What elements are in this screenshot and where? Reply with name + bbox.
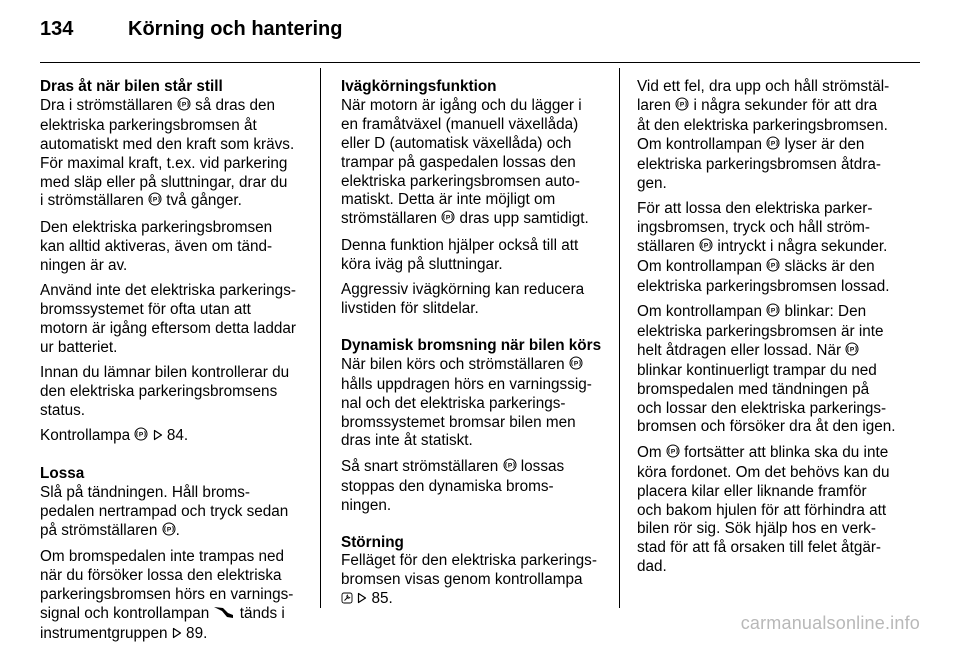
body-text-line: Om kontrollampan P lyser är den <box>637 136 905 156</box>
body-text-line: trampar på gaspedalen lossas den <box>341 153 576 171</box>
brake-pedal-warning-icon <box>213 605 235 625</box>
body-text-line: parkeringsbromsen hörs en varnings- <box>40 586 294 604</box>
text-column-right <box>637 78 905 577</box>
svg-text:P: P <box>771 140 776 148</box>
body-text-line: gen. <box>637 174 667 192</box>
body-text-line: När motorn är igång och du lägger i <box>341 96 582 114</box>
body-text-line: För maximal kraft, t.ex. vid parkering <box>40 154 288 172</box>
body-text-line: ingsbromsen, tryck och håll ström- <box>637 218 870 236</box>
body-text-line: bromssystemet bromsar bilen men <box>341 413 576 431</box>
body-text-line: eller D (automatisk växellåda) och <box>341 134 572 152</box>
body-text-line: Felläget för den elektriska parkerings- <box>341 552 597 570</box>
body-text-line: För att lossa den elektriska parker- <box>637 199 873 217</box>
body-text-line: en framåtväxel (manuell växellåda) <box>341 115 579 133</box>
section-heading: Lossa <box>40 465 85 483</box>
parking-brake-icon <box>845 342 859 362</box>
body-text-line: Så snart strömställaren P lossas <box>341 458 607 478</box>
body-text-line: motorn är igång eftersom detta laddar <box>40 319 296 337</box>
watermark-link[interactable]: carmanualsonline.info <box>740 613 920 633</box>
body-text-line: helt åtdragen eller lossad. När P <box>637 342 905 362</box>
page-reference-arrow-icon <box>153 428 163 447</box>
body-text-line: matiskt. Detta är inte möjligt om <box>341 191 556 209</box>
parking-brake-icon <box>766 303 780 323</box>
body-text-line: livstiden för slitdelar. <box>341 299 479 317</box>
page-header <box>40 18 920 58</box>
body-text-line: elektriska parkeringsbromsen lossad. <box>637 277 890 295</box>
page-title: Körning och hantering <box>128 18 343 40</box>
body-text-line: bromspedalen med tändningen på <box>637 380 870 398</box>
svg-text:P: P <box>573 360 579 368</box>
body-text-line: hålls uppdragen hörs en varningssig- <box>341 375 592 393</box>
body-text-line: Slå på tändningen. Håll broms- <box>40 484 251 502</box>
body-text-line: stoppas den dynamiska broms- <box>341 477 554 495</box>
svg-text:P: P <box>139 431 144 439</box>
body-text-line: ningen. <box>341 496 392 514</box>
body-text-line: bromsen visas genom kontrollampa <box>341 571 583 589</box>
parking-brake-icon <box>666 444 680 464</box>
parking-brake-icon <box>441 210 455 230</box>
body-text-line: status. <box>40 402 86 419</box>
body-text-line: när du försöker lossa den elektriska <box>40 567 282 585</box>
body-text-line: och bakom hjulen för att förhindra att <box>637 501 887 519</box>
text-column-middle <box>341 78 607 610</box>
body-text-line: stad för att få orsaken till felet åtgär- <box>637 539 882 557</box>
parking-brake-icon <box>699 238 713 258</box>
body-text-line: Kontrollampa P 84. <box>40 427 306 447</box>
body-text-line: När bilen körs och strömställaren P <box>341 356 607 376</box>
body-text-line: nal och det elektriska parkerings- <box>341 394 566 412</box>
parking-brake-icon <box>766 258 780 278</box>
body-text-line: dras inte åt statiskt. <box>341 432 473 450</box>
svg-text:P: P <box>507 462 512 470</box>
body-text-line: med släp eller på sluttningar, drar du <box>40 173 288 191</box>
body-text-line: den elektriska parkeringsbromsens <box>40 383 278 401</box>
body-text-line: Innan du lämnar bilen kontrollerar du <box>40 364 290 382</box>
body-text-line: Vid ett fel, dra upp och håll strömstäl- <box>637 78 890 95</box>
body-text-line: bilen rör sig. Sök hjälp hos en verk- <box>637 520 876 538</box>
column-divider <box>320 68 321 608</box>
svg-text:P: P <box>181 101 187 109</box>
body-text-line: 85. <box>341 590 607 610</box>
body-text-line: laren P i några sekunder för att dra <box>637 97 905 117</box>
parking-brake-icon <box>675 97 689 117</box>
body-text-line: på strömställaren P . <box>40 522 306 542</box>
svg-text:P: P <box>850 346 855 354</box>
body-text-line: bromssystemet för ofta utan att <box>40 300 251 318</box>
service-wrench-icon <box>341 591 353 610</box>
parking-brake-icon <box>766 136 780 156</box>
svg-text:P: P <box>446 214 451 222</box>
parking-brake-icon <box>503 458 517 478</box>
body-text-line: automatiskt med den kraft som krävs. <box>40 135 295 153</box>
body-text-line: elektriska parkeringsbromsen åtdra- <box>637 155 882 173</box>
page-reference-arrow-icon <box>357 591 367 610</box>
body-text-line: ställaren P intryckt i några sekunder. <box>637 238 905 258</box>
body-text-line: kan alltid aktiveras, även om tänd- <box>40 237 273 255</box>
section-heading: Ivägkörningsfunktion <box>341 78 497 95</box>
parking-brake-icon <box>162 522 176 542</box>
body-text-line: signal och kontrollampan tänds i <box>40 605 306 625</box>
body-text-line: Den elektriska parkeringsbromsen <box>40 218 273 236</box>
body-text-line: Använd inte det elektriska parkerings- <box>40 282 296 300</box>
section-heading: Störning <box>341 533 404 551</box>
body-text-line: och lossar den elektriska parkerings- <box>637 399 887 417</box>
parking-brake-icon <box>148 192 162 212</box>
svg-text:P: P <box>703 242 709 250</box>
section-heading: Dynamisk bromsning när bilen körs <box>341 336 602 354</box>
body-text-line: elektriska parkeringsbromsen är inte <box>637 322 884 340</box>
text-column-left <box>40 78 306 645</box>
section-heading: Dras åt när bilen står still <box>40 78 223 95</box>
body-text-line: placera kilar eller liknande framför <box>637 482 867 500</box>
body-text-line: Om kontrollampan P blinkar: Den <box>637 303 905 323</box>
svg-text:P: P <box>670 448 676 456</box>
svg-text:P: P <box>152 196 158 204</box>
header-rule <box>40 62 920 63</box>
svg-text:P: P <box>680 101 685 109</box>
body-text-line: ningen är av. <box>40 256 128 274</box>
body-text-line: Om bromspedalen inte trampas ned <box>40 548 285 566</box>
body-text-line: Denna funktion hjälper också till att <box>341 236 579 254</box>
body-text-line: Om P fortsätter att blinka ska du inte <box>637 444 905 464</box>
body-text-line: strömställaren P dras upp samtidigt. <box>341 210 607 230</box>
parking-brake-icon <box>569 356 583 376</box>
body-text-line: bromsen och försöker dra åt den igen. <box>637 418 896 436</box>
body-text-line: Om kontrollampan P släcks är den <box>637 258 905 278</box>
page-number: 134 <box>40 18 74 40</box>
parking-brake-icon <box>134 427 148 447</box>
body-text-line: Dra i strömställaren P så dras den <box>40 97 306 117</box>
body-text-line: i strömställaren P två gånger. <box>40 192 306 212</box>
svg-text:P: P <box>166 526 171 534</box>
svg-text:P: P <box>771 307 776 315</box>
body-text-line: köra iväg på sluttningar. <box>341 255 503 273</box>
svg-text:P: P <box>771 262 776 270</box>
column-divider <box>619 68 620 608</box>
body-text-line: elektriska parkeringsbromsen auto- <box>341 172 580 190</box>
body-text-line: blinkar kontinuerligt trampar du ned <box>637 361 877 379</box>
body-text-line: Aggressiv ivägkörning kan reducera <box>341 281 585 299</box>
body-text-line: köra fordonet. Om det behövs kan du <box>637 463 890 481</box>
body-text-line: elektriska parkeringsbromsen åt <box>40 116 257 134</box>
parking-brake-icon <box>177 97 191 117</box>
body-text-line: pedalen nertrampad och tryck sedan <box>40 503 289 521</box>
page-reference-arrow-icon <box>172 626 182 645</box>
body-text-line: åt den elektriska parkeringsbromsen. <box>637 116 888 134</box>
body-text-line: dad. <box>637 558 667 576</box>
body-text-line: ur batteriet. <box>40 338 118 356</box>
body-text-line: instrumentgruppen 89. <box>40 625 306 645</box>
